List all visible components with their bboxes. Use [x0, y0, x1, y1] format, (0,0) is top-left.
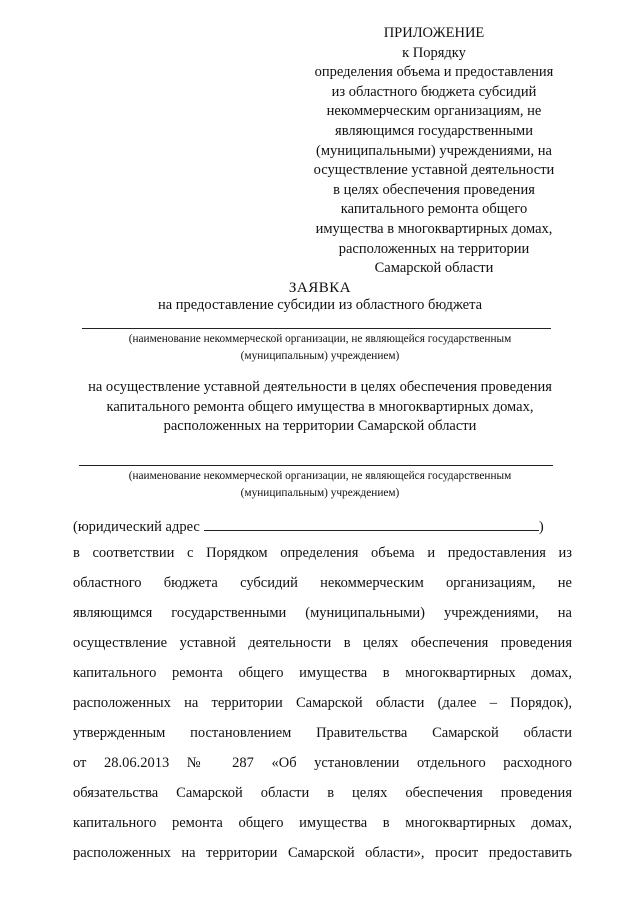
appendix-line: расположенных на территории	[338, 240, 530, 257]
purpose-line: капитального ремонта общего имущества в многоквартирных домах,	[106, 398, 534, 415]
legal-address-row	[73, 516, 573, 536]
application-body	[73, 543, 572, 873]
caption-line: (муниципальным) учреждением)	[240, 350, 400, 362]
body-line: являющимся государственными (муниципальными) учреждениями, на	[73, 605, 572, 621]
application-subtitle: на предоставление субсидии из областного бюджета	[157, 297, 483, 313]
purpose-line: на осуществление уставной деятельности в целях обеспечения проведения	[88, 379, 552, 395]
caption-line: (наименование некоммерческой организации, не являющейся государственным	[128, 470, 512, 482]
appendix-line: определения объема и предоставления	[314, 64, 554, 81]
appendix-line: к Порядку	[402, 44, 466, 61]
appendix-header	[300, 24, 568, 279]
appendix-line: капитального ремонта общего	[340, 201, 528, 218]
body-line: утвержденным постановлением Правительства Самарской области	[73, 725, 572, 741]
appendix-line: являющимся государственными	[335, 122, 533, 139]
appendix-line: имущества в многоквартирных домах,	[315, 220, 553, 237]
caption-line: (муниципальным) учреждением)	[240, 487, 400, 499]
appendix-line: некоммерческим организациям, не	[326, 103, 542, 120]
body-line: областного бюджета субсидий некоммерческим организациям, не	[73, 575, 572, 591]
body-line: капитального ремонта общего имущества в многоквартирных домах,	[73, 665, 572, 681]
appendix-line: в целях обеспечения проведения	[333, 181, 535, 198]
appendix-line: из областного бюджета субсидий	[331, 83, 537, 100]
legal-address-label: (юридический адрес	[73, 519, 200, 535]
appendix-line: (муниципальными) учреждениями, на	[316, 142, 552, 159]
org-name-blank-line	[82, 328, 551, 329]
purpose-line: расположенных на территории Самарской области	[163, 418, 477, 435]
org-name-caption	[0, 331, 640, 365]
appendix-line: Самарской области	[374, 260, 494, 277]
legal-address-close: )	[538, 519, 544, 535]
body-line: капитального ремонта общего имущества в многоквартирных домах,	[73, 815, 572, 831]
legal-address-blank	[204, 516, 539, 531]
body-line: в соответствии с Порядком определения объема и предоставления из	[73, 545, 572, 561]
body-line: расположенных на территории Самарской области», просит предоставить	[73, 845, 572, 861]
appendix-line: ПРИЛОЖЕНИЕ	[383, 25, 485, 41]
body-line: обязательства Самарской области в целях обеспечения проведения	[73, 785, 572, 801]
application-purpose	[0, 378, 640, 437]
appendix-line: осуществление уставной деятельности	[313, 162, 555, 179]
org-name-blank-line-2	[79, 465, 553, 466]
body-line: от 28.06.2013 № 287 «Об установлении отдельного расходного	[73, 755, 572, 771]
caption-line: (наименование некоммерческой организации, не являющейся государственным	[128, 333, 512, 345]
body-line: осуществление уставной деятельности в целях обеспечения проведения	[73, 635, 572, 651]
application-title: ЗАЯВКА	[288, 280, 352, 296]
org-name-caption-2	[0, 468, 640, 502]
body-line: расположенных на территории Самарской области (далее – Порядок),	[73, 695, 572, 711]
